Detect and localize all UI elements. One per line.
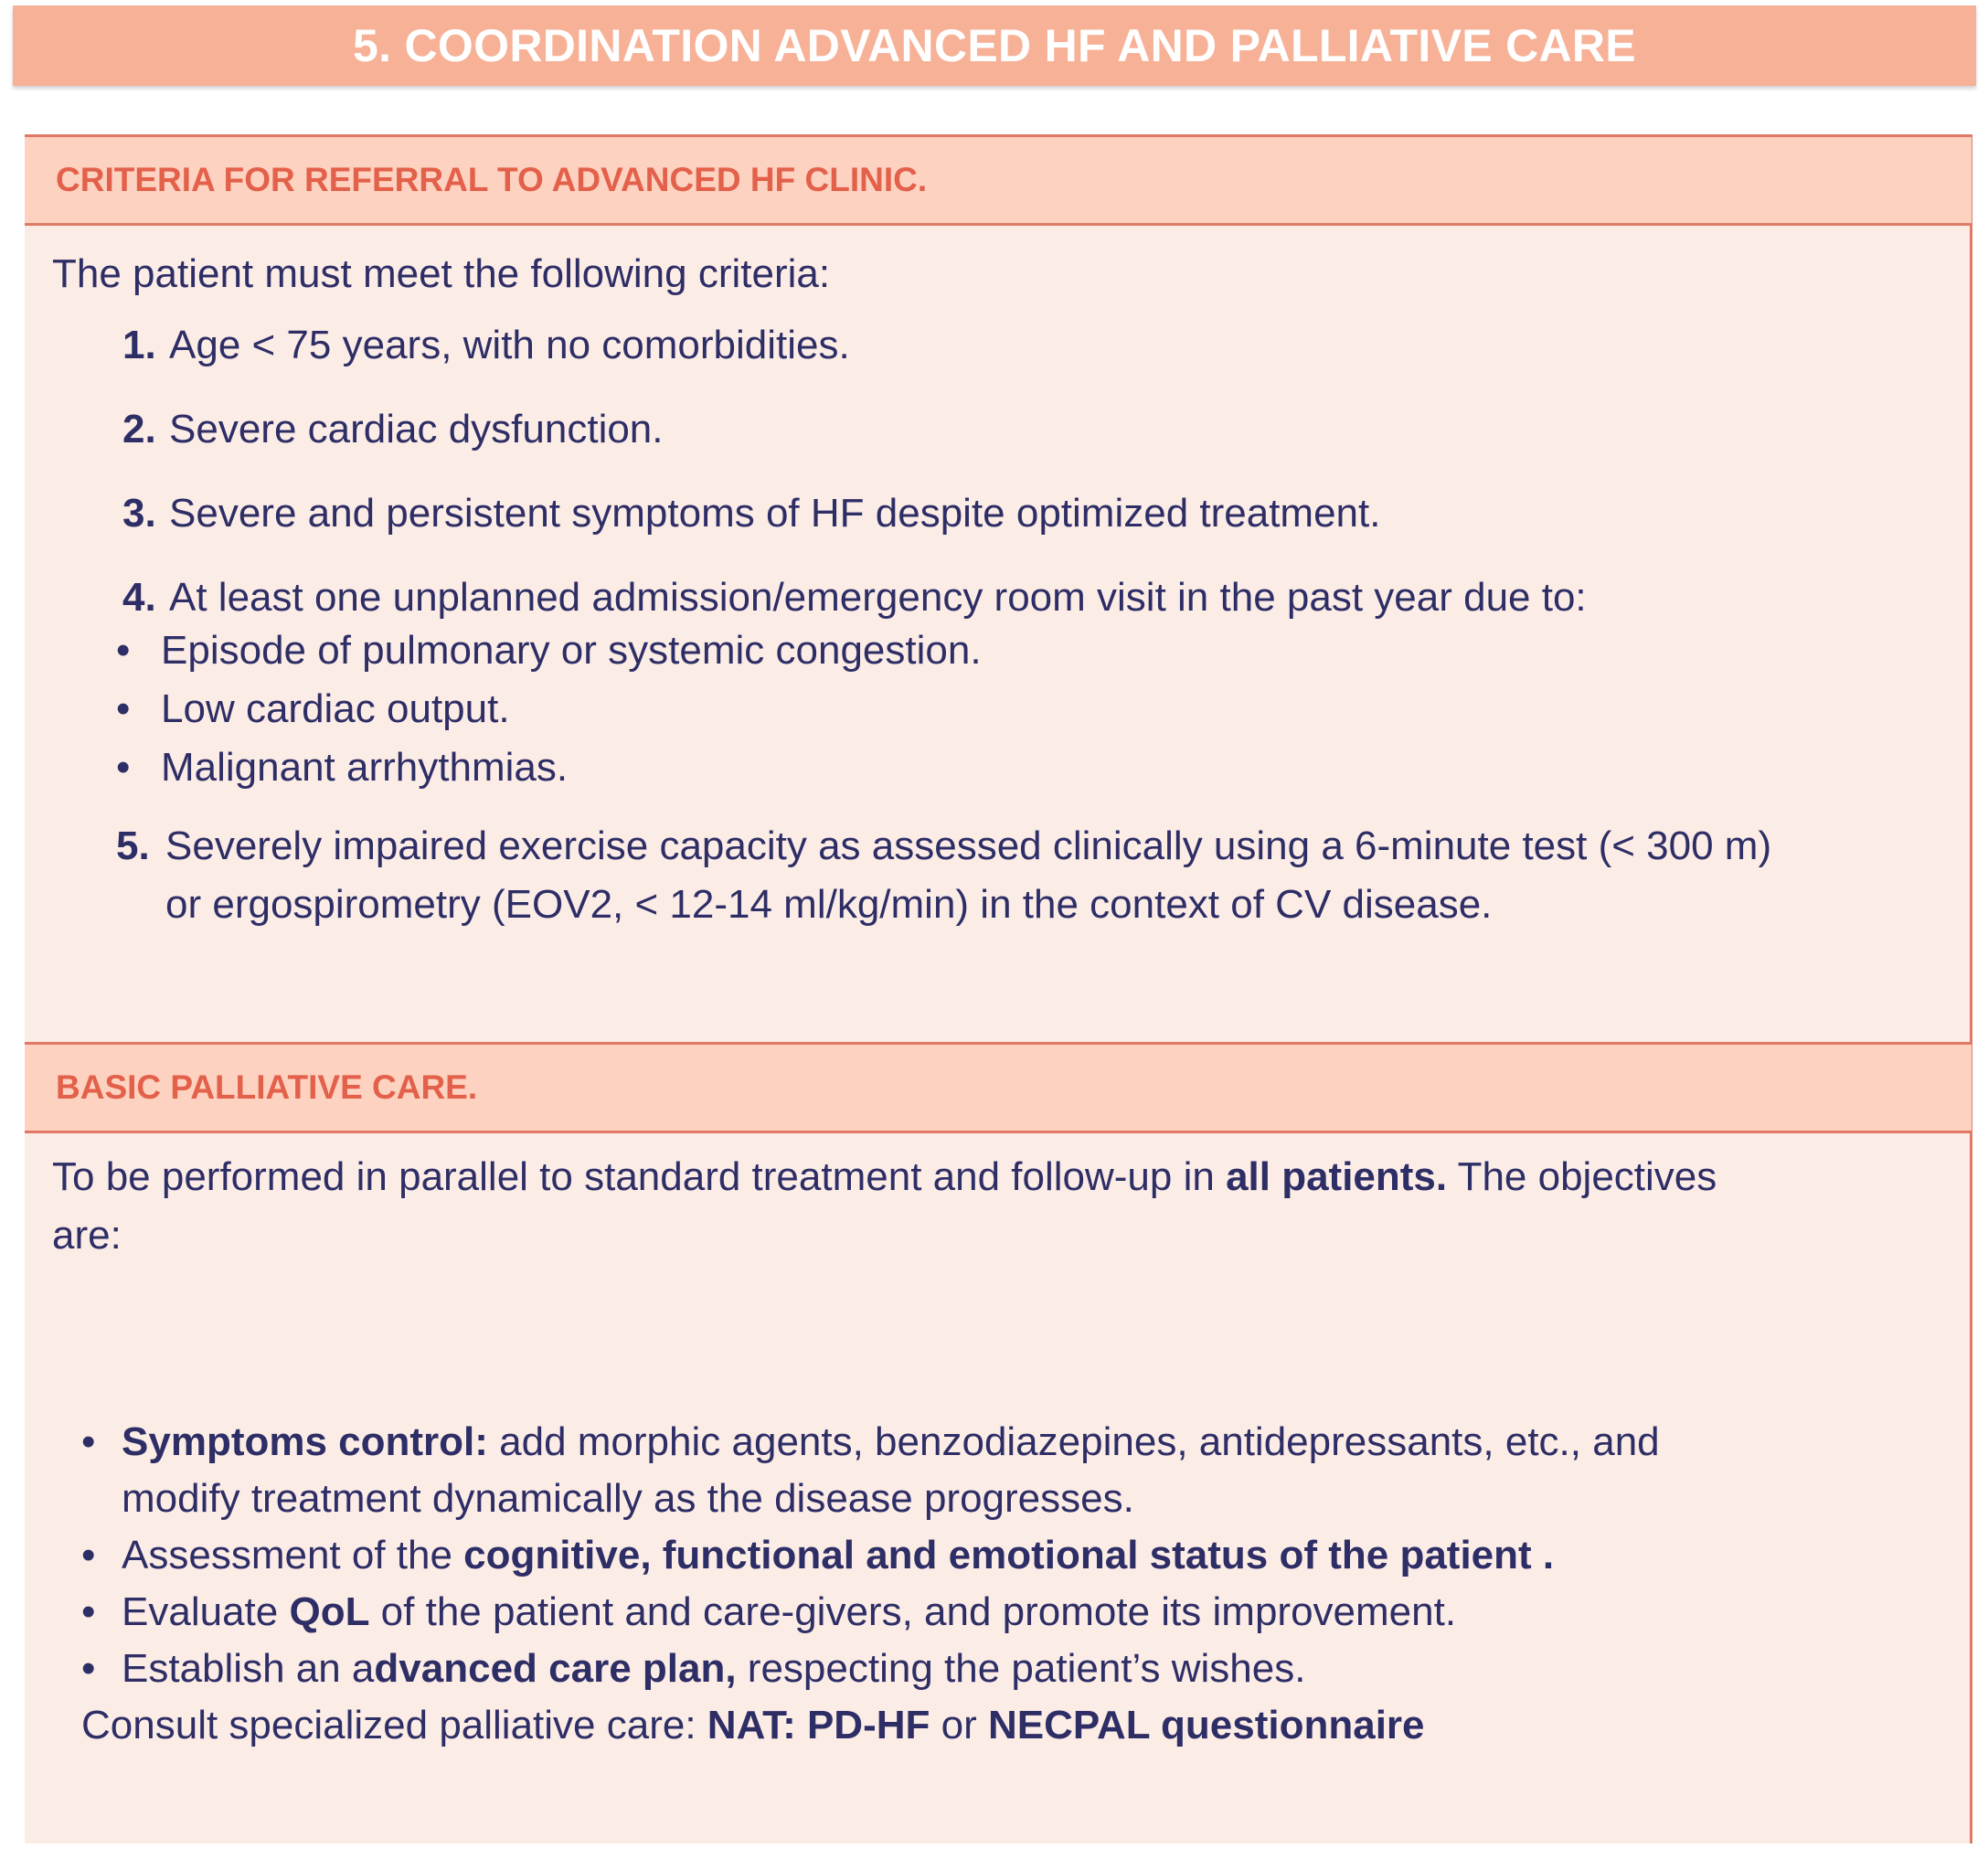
intro-text-end: The objectives are: <box>52 1154 1717 1258</box>
palliative-section-header <box>25 1042 1972 1133</box>
bullet: • <box>116 628 131 673</box>
objective-text: Establish an a <box>122 1646 375 1691</box>
objective-emphasis: dvanced care plan, <box>374 1646 737 1691</box>
criteria-item <box>52 568 1951 797</box>
objective-item <box>52 1414 1789 1527</box>
criteria-item <box>52 484 1951 543</box>
criteria-number: 2. <box>122 407 156 451</box>
bullet: • <box>81 1419 96 1464</box>
bullet: • <box>116 745 131 790</box>
referral-section-body <box>52 245 1951 960</box>
list-item-text: Malignant arrhythmias. <box>161 745 569 790</box>
bullet: • <box>116 686 131 731</box>
bullet: • <box>81 1533 96 1577</box>
consult-or: or <box>930 1703 988 1747</box>
objectives-list <box>52 1414 1789 1697</box>
criteria-number: 5. <box>116 823 150 868</box>
necpal-questionnaire: NECPAL questionnaire <box>987 1703 1425 1747</box>
objectives-block <box>52 1414 1789 1754</box>
palliative-intro <box>52 1148 1752 1265</box>
admission-causes-list <box>52 621 1951 797</box>
criteria-text: At least one unplanned admission/emergency room visit in the past year due to: <box>169 575 1587 620</box>
bullet: • <box>81 1589 96 1634</box>
criteria-item <box>52 316 1951 375</box>
criteria-text: Severe cardiac dysfunction. <box>169 407 664 451</box>
list-item-text: Low cardiac output. <box>161 686 510 731</box>
objective-text-end: respecting the patient’s wishes. <box>736 1646 1306 1691</box>
criteria-text: Severe and persistent symptoms of HF despite optimized treatment. <box>169 491 1381 536</box>
objective-emphasis: cognitive, functional and emotional status of the patient . <box>463 1533 1555 1577</box>
criteria-number: 4. <box>122 575 156 620</box>
objective-text: Evaluate <box>122 1589 290 1634</box>
palliative-heading: BASIC PALLIATIVE CARE. <box>56 1068 478 1106</box>
criteria-text: Severely impaired exercise capacity as assessed clinically using a 6-minute test (< 300 m) or ergospirometry (EOV2, < 12-14 ml/kg/min) in the context of CV disease. <box>165 823 1772 927</box>
criteria-number: 3. <box>122 491 156 536</box>
intro-emphasis: all patients. <box>1226 1154 1448 1199</box>
objective-text-end: of the patient and care-givers, and promote its improvement. <box>369 1589 1457 1634</box>
page-title: 5. COORDINATION ADVANCED HF AND PALLIATIVE CARE <box>353 20 1636 71</box>
consult-line <box>52 1697 1789 1754</box>
referral-section-header <box>25 134 1972 226</box>
criteria-item <box>52 817 1814 934</box>
objective-item <box>52 1527 1789 1584</box>
criteria-item <box>52 400 1951 459</box>
consult-text: Consult specialized palliative care: <box>81 1703 707 1747</box>
objective-emphasis: QoL <box>289 1589 370 1634</box>
referral-intro: The patient must meet the following criteria: <box>52 251 831 296</box>
list-item <box>116 680 1951 738</box>
palliative-section-body <box>52 1148 1752 1265</box>
list-item <box>116 621 1951 680</box>
nat-pd-hf-tool: NAT: PD-HF <box>707 1703 930 1747</box>
objective-emphasis: Symptoms control: <box>122 1419 488 1464</box>
criteria-number: 1. <box>122 323 156 367</box>
criteria-list <box>52 316 1951 934</box>
list-item-text: Episode of pulmonary or systemic congestion. <box>161 628 982 673</box>
objective-item <box>52 1584 1789 1641</box>
objective-text: add morphic agents, benzodiazepines, antidepressants, etc., and modify treatment dynamically as the disease progresses. <box>122 1419 1660 1521</box>
criteria-text: Age < 75 years, with no comorbidities. <box>169 323 850 367</box>
referral-heading: CRITERIA FOR REFERRAL TO ADVANCED HF CLINIC. <box>56 161 928 198</box>
bullet: • <box>81 1646 96 1691</box>
objective-item <box>52 1641 1789 1697</box>
intro-text: To be performed in parallel to standard treatment and follow-up in <box>52 1154 1227 1199</box>
objective-text: Assessment of the <box>122 1533 464 1577</box>
title-banner <box>13 5 1976 86</box>
list-item <box>116 738 1951 797</box>
